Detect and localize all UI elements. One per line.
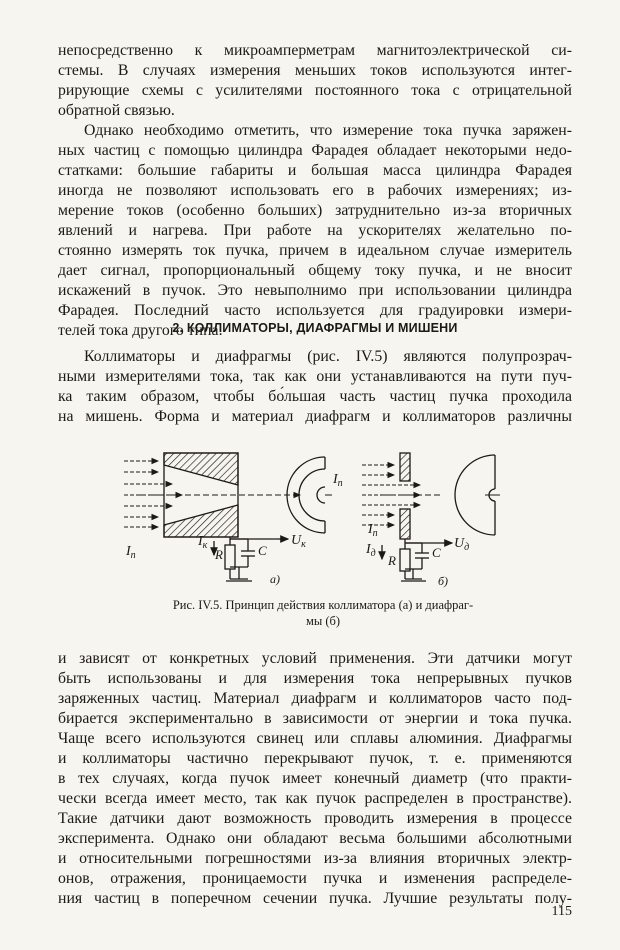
section-heading: 2. КОЛЛИМАТОРЫ, ДИАФРАГМЫ И МИШЕНИ [172, 321, 458, 335]
paragraph-faraday-drawbacks [58, 121, 572, 341]
collimator-diagram [124, 453, 332, 581]
text-line: искажений в пучок. Это невыполнимо при использовании цилиндра [58, 282, 572, 299]
text-line: иногда не позволяют использовать его в рабочих измерениях; из- [58, 182, 572, 199]
figure-caption [118, 597, 528, 629]
label-capacitor-a: C [258, 543, 267, 558]
label-capacitor-b: C [432, 545, 441, 560]
text-line: бирается экспериментально в зависимости от энергии и тока пучка. [58, 710, 572, 727]
text-line: на мишень. Форма и материал диафрагм и коллиматоров различны [58, 408, 572, 425]
text-line: ными измерителями тока, так как они устанавливаются на пути пуч- [58, 368, 572, 385]
text-line: Коллиматоры и диафрагмы (рис. IV.5) являются полупрозрач- [84, 348, 572, 365]
text-line: обратной связью. [58, 102, 175, 119]
text-line: статками: большие габариты и большая масса цилиндра Фарадея [58, 162, 572, 179]
label-resistor-b: R [388, 553, 396, 568]
label-voltage-b: $U_д$ [454, 536, 470, 553]
paragraph-collimators-intro [58, 347, 572, 427]
caption-line: Рис. IV.5. Принцип действия коллиматора (а) и диафраг- [172, 598, 474, 612]
text-line: Такие датчики дают возможность проводить измерения в процессе [58, 810, 572, 827]
text-line: чески всегда имеет место, так как пучок распределен в пространстве). [58, 790, 572, 807]
text-line: рирующие схемы с усилителями постоянного тока с отрицательной [58, 82, 572, 99]
text-line: Однако необходимо отметить, что измерение тока пучка заряжен- [84, 122, 572, 139]
text-line: ных частиц с помощью цилиндра Фарадея обладает некоторыми недо- [58, 142, 572, 159]
text-line: явлений и нагрева. При работе на ускорителях желательно по- [58, 222, 572, 239]
text-line: и зависят от конкретных условий применения. Эти датчики могут [58, 650, 572, 667]
text-line: онов, отражения, проницаемости пучка и изменения распределе- [58, 870, 572, 887]
text-line: Чаще всего используются свинец или сплавы алюминия. Диафрагмы [58, 730, 572, 747]
text-line: в тех случаях, когда пучок имеет конечный диаметр (что практи- [58, 770, 572, 787]
text-line: и относительными погрешностями из-за влияния вторичных электр- [58, 850, 572, 867]
text-line: стоянно измерять ток пучка, причем в идеальном случае измеритель [58, 242, 572, 259]
beam-arrows [124, 461, 182, 527]
text-line: стемы. В случаях измерения меньших токов используются интег- [58, 62, 572, 79]
paragraph-collimators-details [58, 649, 572, 909]
diaphragm-plate [400, 453, 410, 539]
label-resistor-a: R [215, 547, 223, 562]
text-line: телей тока другого типа. [58, 322, 223, 339]
label-beam-current-a: $I_п$ [126, 544, 136, 561]
label-beam-current-b: $I_п$ [368, 522, 378, 539]
collimator-end-view [287, 457, 325, 533]
label-voltage-a: $U_к$ [291, 533, 306, 550]
text-line: дает сигнал, пропорциональный общему току пучка, и не вносит [58, 262, 572, 279]
text-line: и коллиматоры частично перекрывают пучок, т. е. применяются [58, 750, 572, 767]
text-line: Фарадея. Последний часто используется для градуировки измери- [58, 302, 572, 319]
text-line: эксперимента. Однако они обладают весьма большими абсолютными [58, 830, 572, 847]
text-line: мерение токов (особенно больших) затруднительно из-за вторичных [58, 202, 572, 219]
label-end-view-current-a: $I_п$ [333, 472, 343, 489]
text-line: ка таким образом, чтобы бо́льшая часть частиц пучка проходила [58, 388, 572, 405]
label-collector-current-a: $I_к$ [198, 534, 208, 551]
paragraph-faraday-end [58, 41, 572, 121]
text-line: заряженных частиц. Материал диафрагм и коллиматоров часто под- [58, 690, 572, 707]
figure-iv-5 [120, 443, 520, 603]
diaphragm-labels [365, 522, 469, 588]
diaphragm-diagram [362, 453, 500, 581]
text-line: непосредственно к микроамперметрам магнитоэлектрической си- [58, 42, 572, 59]
label-panel-b: б) [438, 574, 449, 588]
page-number: 115 [551, 904, 572, 919]
text-line: быть использованы и для измерения тока непрерывных пучков [58, 670, 572, 687]
caption-line: мы (б) [305, 614, 341, 628]
label-panel-a: а) [270, 572, 280, 586]
label-collector-current-b: $I_д$ [366, 542, 376, 559]
text-line: ния частиц в поперечном сечении пучка. Лучшие результаты полу- [58, 890, 572, 907]
collimator-diaphragm-diagram [120, 443, 520, 603]
